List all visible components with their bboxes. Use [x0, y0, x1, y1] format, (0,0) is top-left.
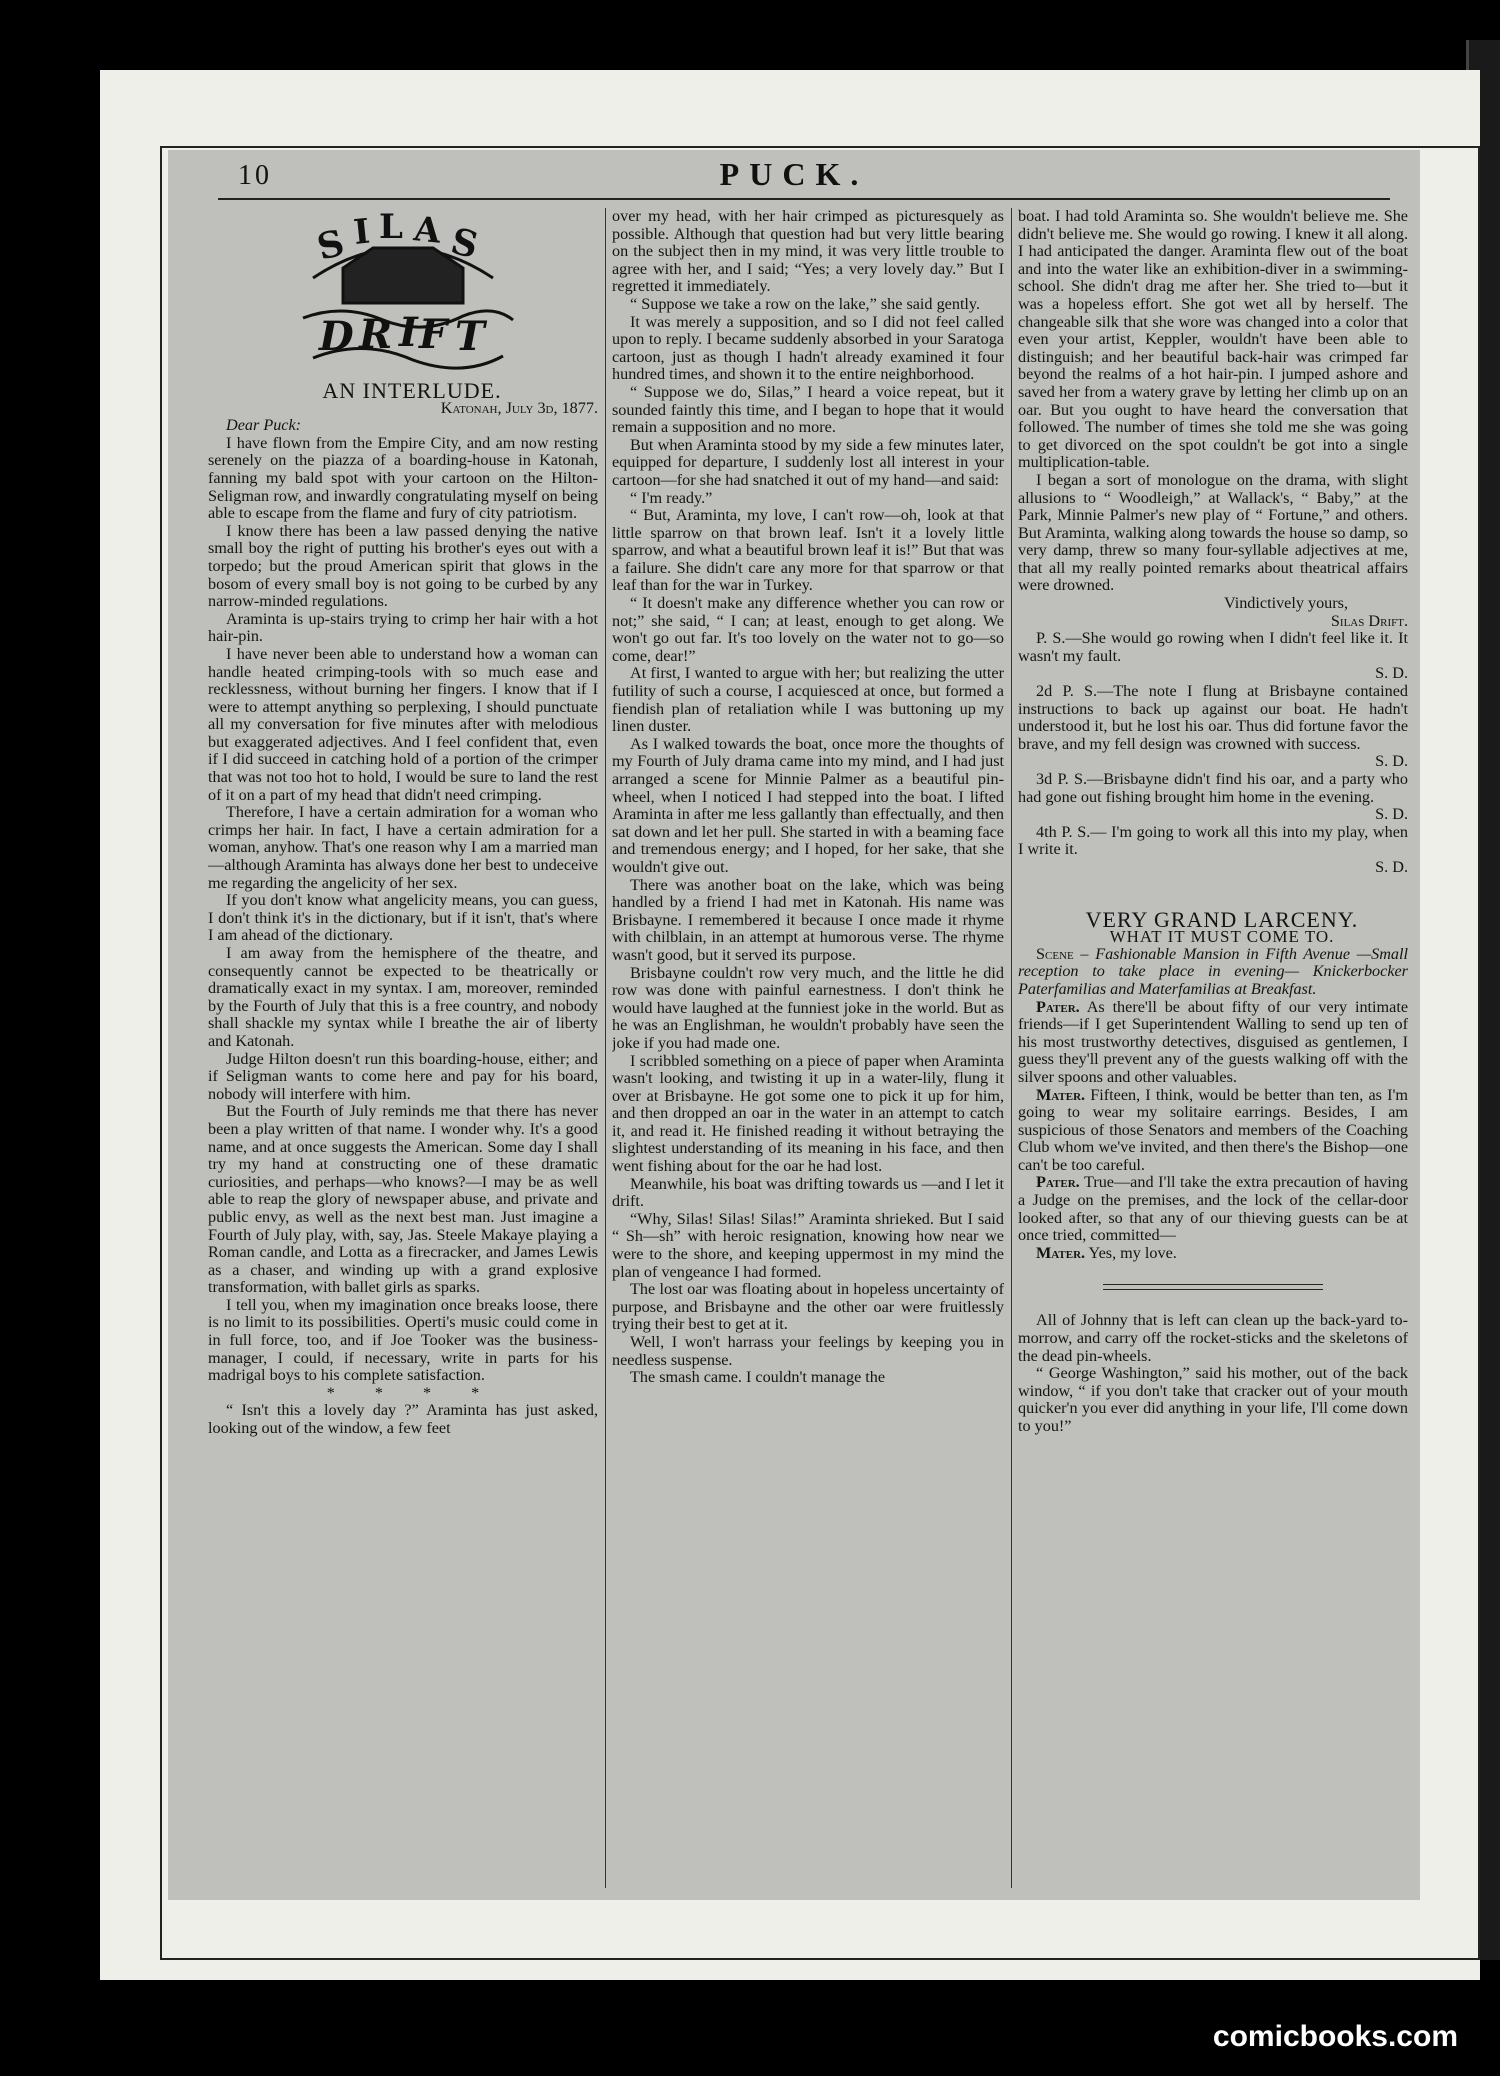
- column-3: [1018, 208, 1408, 1898]
- paragraph: Well, I won't harrass your feelings by keeping you in needless suspense.: [612, 1333, 1004, 1369]
- paragraph: If you don't know what angelicity means, you can guess, I don't think it's in the dictionary, but if it isn't, that's where I am ahead of the dictionary.: [208, 891, 598, 945]
- paragraph: “ Suppose we take a row on the lake,” she said gently.: [630, 294, 981, 313]
- dateline: Katonah, July 3d, 1877.: [440, 398, 598, 417]
- postscript-initials: S. D.: [1375, 752, 1408, 771]
- dialogue-line: [1018, 999, 1408, 1087]
- paragraph: All of Johnny that is left can clean up the back-yard to-morrow, and carry off the rocket-sticks and the skeletons of the dead pin-wheels.: [1018, 1311, 1408, 1365]
- dialogue-text: As there'll be about fifty of our very intimate friends—if I get Superintendent Walling to send up ten of his most trustworthy detectives, disguised as gentlemen, I guess they'll prevent any of the guests walking off with the silver spoons and other valuables.: [1018, 997, 1408, 1086]
- paragraph: “ George Washington,” said his mother, out of the back window, “ if you don't take that cracker out of your mouth quicker'n you ever did anything in your life, I'll come down to you!”: [1018, 1364, 1408, 1435]
- page-header: [168, 150, 1420, 200]
- column-divider: [1011, 208, 1012, 1888]
- postscript: 3d P. S.—Brisbayne didn't find his oar, and a party who had gone out fishing brought him home in the evening.: [1018, 770, 1408, 806]
- larceny-title: VERY GRAND LARCENY.: [1085, 906, 1359, 932]
- scene-label: Scene: [1036, 944, 1074, 963]
- larceny-subtitle: WHAT IT MUST COME TO.: [1109, 927, 1335, 947]
- paragraph: “ I'm ready.”: [630, 488, 713, 507]
- postscript-initials: S. D.: [1375, 857, 1408, 876]
- svg-text:D: D: [319, 313, 354, 360]
- speaker: Mater.: [1036, 1243, 1086, 1262]
- speaker: Pater.: [1036, 997, 1080, 1016]
- paragraph: Meanwhile, his boat was drifting towards us —and I let it drift.: [612, 1174, 1004, 1211]
- paragraph: I am away from the hemisphere of the theatre, and consequently cannot be expected to be theatrically or dramatically exact in my syntax. I am, moreover, reminded by the Fourth of July that this is a free country, and nobody shall shackle my syntax while I breathe the air of liberty and Katonah.: [208, 944, 598, 1050]
- speaker: Mater.: [1036, 1085, 1086, 1104]
- postscript: 2d P. S.—The note I flung at Brisbayne contained instructions to back up against our boat. He hadn't understood it, but he lost his oar. Thus did fortune favor the brave, and my fell design was crowned with success.: [1018, 682, 1408, 753]
- masthead: PUCK.: [719, 156, 869, 192]
- double-rule-divider: [1103, 1284, 1323, 1290]
- paragraph: Araminta is up-stairs trying to crimp her hair with a hot hair-pin.: [208, 609, 598, 646]
- postscript-initials: S. D.: [1375, 664, 1408, 683]
- magazine-page: [168, 150, 1420, 1900]
- svg-text:I: I: [399, 309, 418, 356]
- speaker: Pater.: [1036, 1173, 1080, 1192]
- scene-direction: [1018, 946, 1408, 999]
- paragraph: “ But, Araminta, my love, I can't row—oh, look at that little sparrow on that brown leaf. Isn't it a lovely little sparrow, and what a beautiful brown leaf it is!” But that was a failure. She didn't care any more for that sparrow or that leaf than for the war in Turkey.: [612, 506, 1004, 595]
- paragraph: It was merely a supposition, and so I did not feel called upon to reply. I became suddenly absorbed in your Saratoga cartoon, just as though I hadn't already examined it four hundred times, and shown it to the entire neighborhood.: [612, 312, 1004, 384]
- scene-text: – Fashionable Mansion in Fifth Avenue —Small reception to take place in evening— Knickerbocker Paterfamilias and Materfamilias at Breakfast.: [1018, 944, 1408, 998]
- paragraph: The smash came. I couldn't manage the: [630, 1368, 886, 1387]
- dialogue-line: [1018, 1174, 1408, 1244]
- dialogue-text: True—and I'll take the extra precaution of having a Judge on the premises, and the lock of the cellar-door looked after, so that any of our thieving guests can be at once tried, committed—: [1018, 1173, 1408, 1245]
- section-break-stars: * * * *: [326, 1383, 498, 1402]
- paragraph: The lost oar was floating about in hopeless uncertainty of purpose, and Brisbayne and the other oar were fruitlessly trying their best to get at it.: [612, 1280, 1004, 1334]
- postscript: 4th P. S.— I'm going to work all this into my play, when I write it.: [1018, 822, 1408, 859]
- paragraph: There was another boat on the lake, which was being handled by a friend I had met in Katonah. His name was Brisbayne. I remembered it because I once made it rhyme with chilblain, in an attempt at humorous verse. The rhyme wasn't good, but it served its purpose.: [612, 875, 1004, 964]
- paragraph: Judge Hilton doesn't run this boarding-house, either; and if Seligman wants to come here and pay for his board, nobody will interfere with him.: [208, 1049, 598, 1103]
- paragraph: boat. I had told Araminta so. She wouldn't believe me. She didn't believe me. She would go rowing. I knew it all along. I had anticipated the danger. Araminta flew out of the boat and into the water like an exhibition-diver in a swimming-school. She didn't drag me after her. She tried to—but it was a hopeless effort. She got wet all by herself. The changeable silk that she wore was changed into a color that even your artist, Keppler, wouldn't have been able to distinguish; and her beautiful back-hair was crimped far beyond the realms of a hot hair-pin. I jumped ashore and saved her from a watery grave by letting her climb up on an oar. But you ought to have heard the conversation that followed. The number of times she told me she was going to get divorced on the spot couldn't be got into a single multiplication-table.: [1018, 208, 1408, 472]
- dialogue-line: [1018, 1087, 1408, 1175]
- paragraph: “Why, Silas! Silas! Silas!” Araminta shrieked. But I said “ Sh—sh” with heroic resignation, knowing how near we were to the shore, and keeping uppermost in my mind the plan of vengeance I had formed.: [612, 1209, 1004, 1281]
- letter-closing: Vindictively yours,: [1223, 594, 1348, 613]
- paragraph: Therefore, I have a certain admiration for a woman who crimps her hair. In fact, I have a certain admiration for a woman, anyhow. That's one reason why I am a married man—although Araminta has always done her best to undeceive me regarding the angelicity of her sex.: [208, 803, 598, 892]
- svg-text:L: L: [379, 208, 403, 247]
- svg-text:R: R: [359, 311, 393, 358]
- svg-text:I: I: [351, 211, 372, 253]
- paragraph: I have flown from the Empire City, and am now resting serenely on the piazza of a boarding-house in Katonah, fanning my bald spot with your cartoon on the Hilton-Seligman row, and inwardly congratulating myself on being able to escape from the flame and fury of city patriotism.: [208, 433, 598, 523]
- paragraph: At first, I wanted to argue with her; but realizing the utter futility of such a course, I acquiesced at once, but formed a fiendish plan of retaliation while I was buttoning up my linen duster.: [612, 664, 1004, 736]
- column-2: [612, 208, 1004, 1898]
- paragraph: Brisbayne couldn't row very much, and the little he did row was done with painful earnestness. I don't think he would have laughed at the funniest joke in the world. But as he was an Englishman, he wouldn't probably have seen the joke if you had made one.: [612, 963, 1004, 1052]
- silas-drift-logo: [283, 208, 523, 378]
- article-title: AN INTERLUDE.: [322, 378, 502, 403]
- dialogue-line: [1018, 1245, 1408, 1263]
- paragraph: I know there has been a law passed denying the native small boy the right of putting his brother's eyes out with a torpedo; but the proud American spirit that glows in the bosom of every small boy is not going to be curbed by any narrow-minded regulations.: [208, 521, 598, 611]
- paragraph: As I walked towards the boat, once more the thoughts of my Fourth of July drama came into my mind, and I had just arranged a scene for Minnie Palmer as a beautiful pin-wheel, when I noticed I had stepped into the boat. I lifted Araminta in after me less gallantly than effectually, and then sat down and let her pull. She started in with a beaming face and tremendous energy; and I hoped, for her sake, that she wouldn't give out.: [612, 734, 1004, 876]
- svg-text:T: T: [455, 313, 485, 360]
- svg-text:S: S: [313, 221, 349, 269]
- postscript-initials: S. D.: [1375, 805, 1408, 824]
- dialogue-text: Fifteen, I think, would be better than ten, as I'm going to wear my solitaire earrings. Besides, I am suspicious of those Senators and members of the Coaching Club whom we've invited, and then there's the Bishop—one can't be too careful.: [1018, 1085, 1408, 1174]
- watermark: comicbooks.com: [1212, 2020, 1458, 2053]
- paragraph: I tell you, when my imagination once breaks loose, there is no limit to its possibilities. Operti's music could come in in full force, too, and if Joe Tooker was the business-manager, I could, if necessary, write in parts for his madrigal boys to his complete satisfaction.: [208, 1295, 598, 1385]
- paragraph: I scribbled something on a piece of paper when Araminta wasn't looking, and twisting it up in a water-lily, flung it over at Brisbayne. He got some one to pick it up for him, and then dropped an oar in the water in an attempt to catch it, and read it. He finished reading it without betraying the slightest understanding of its meaning in his face, and then went fishing about for the oar he had lost.: [612, 1051, 1004, 1176]
- svg-text:S: S: [446, 219, 483, 268]
- dialogue-text: Yes, my love.: [1088, 1243, 1177, 1262]
- column-1: [208, 208, 598, 1898]
- paragraph: over my head, with her hair crimped as picturesquely as possible. Although that question had but very little bearing on the subject then in my mind, it was very little trouble to agree with her, and I said; “Yes; a very lovely day.” But I regretted it immediately.: [612, 208, 1004, 296]
- paragraph: “ Suppose we do, Silas,” I heard a voice repeat, but it sounded faintly this time, and I began to hope that it would remain a supposition and no more.: [612, 382, 1004, 437]
- paragraph: “ It doesn't make any difference whether you can row or not;” she said, “ I can; at least, enough to get along. We won't go out far. It's too lovely on the water not to go—so come, dear!”: [612, 594, 1004, 665]
- page-number: 10: [238, 160, 272, 191]
- paragraph: I began a sort of monologue on the drama, with slight allusions to “ Woodleigh,” at Wallack's, “ Baby,” at the Park, Minnie Palmer's new play of “ Fortune,” and others. But Araminta, walking along towards the house so damp, so very damp, threw so many four-syllable adjectives at me, that all my really pointed remarks about theatrical affairs were drowned.: [1018, 470, 1408, 595]
- header-rule: [218, 198, 1390, 200]
- svg-text:A: A: [412, 209, 443, 252]
- column-divider: [605, 208, 606, 1888]
- paragraph: I have never been able to understand how a woman can handle heated crimping-tools with so much ease and recklessness, without burning her fingers. I know that if I were to attempt anything so perplexing, I should punctuate all my conversation for five minutes after with melodious but exaggerated adjectives. And I feel confident that, even if I did succeed in catching hold of a portion of the crimper that was not too hot to hold, I would be sure to land the rest of it on a part of my head that didn't need crimping.: [208, 644, 598, 804]
- postscript: P. S.—She would go rowing when I didn't feel like it. It wasn't my fault.: [1018, 629, 1408, 665]
- signature: Silas Drift.: [1330, 611, 1408, 630]
- salutation: Dear Puck:: [226, 416, 302, 435]
- paragraph: But the Fourth of July reminds me that there has never been a play written of that name. I wonder why. It's a good name, and at once suggests the American. Some day I shall try my hand at constructing one of these dramatic curiosities, and perhaps—who knows?—I may be as well able to reap the glory of newspaper abuse, and private and public envy, as well as the next best man. Just imagine a Fourth of July play, with, say, Jas. Steele Makaye playing a Roman candle, and Lotta as a firecracker, and James Lewis as a chaser, and winding up with a grand explosive transformation, with ballet girls as sparks.: [208, 1102, 598, 1297]
- paragraph: “ Isn't this a lovely day ?” Araminta has just asked, looking out of the window, a few feet: [208, 1401, 598, 1438]
- paragraph: But when Araminta stood by my side a few minutes later, equipped for departure, I suddenly lost all interest in your cartoon—for she had snatched it out of my hand—and said:: [612, 435, 1004, 489]
- svg-text:F: F: [419, 311, 448, 358]
